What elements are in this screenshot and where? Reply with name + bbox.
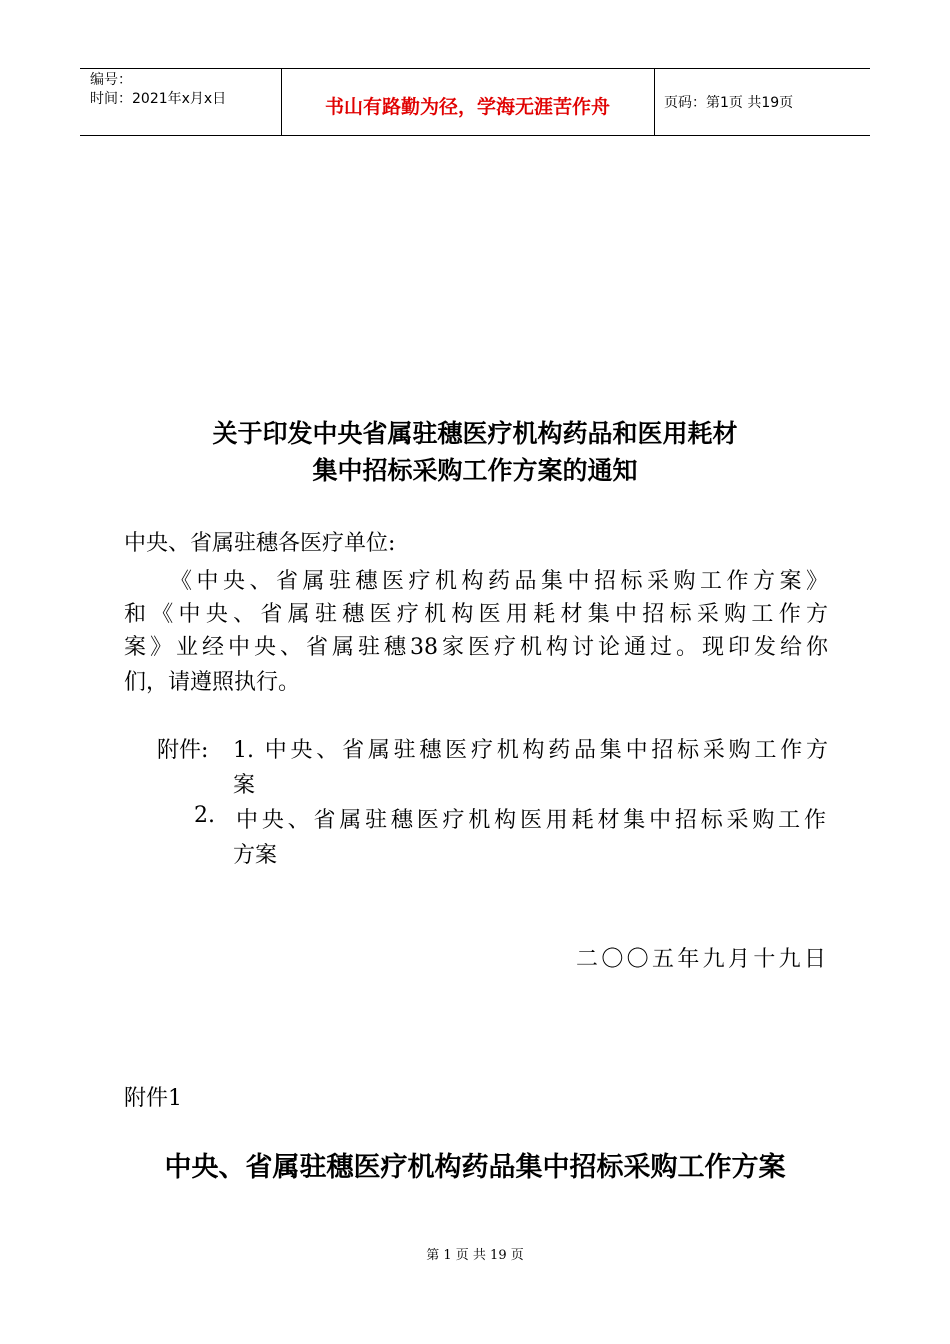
document-title-line2: 集中招标采购工作方案的通知 [312, 456, 638, 485]
attachment-item1-line1: 1. 中央、省属驻穗医疗机构药品集中招标采购工作方 [233, 738, 828, 763]
header-top-rule [80, 68, 870, 69]
salutation: 中央、省属驻穗各医疗单位: [124, 531, 396, 556]
paragraph-line2: 和《中央、省属驻穗医疗机构医用耗材集中招标采购工作方 [124, 602, 828, 627]
attachment-item1-line2: 案 [233, 773, 256, 798]
header-page-info: 页码：第1页 共19页 [664, 95, 794, 111]
paragraph-line3: 案》业经中央、省属驻穗38家医疗机构讨论通过。现印发给你 [124, 635, 828, 660]
attachments-label: 附件: [157, 738, 209, 763]
header-divider-right [654, 68, 655, 135]
page-footer: 第 1 页 共 19 页 [426, 1248, 524, 1263]
header-bottom-rule [80, 135, 870, 136]
annex-label: 附件1 [124, 1086, 182, 1111]
paragraph-line4: 们，请遵照执行。 [124, 670, 301, 695]
annex-title: 中央、省属驻穗医疗机构药品集中招标采购工作方案 [164, 1152, 786, 1183]
header-serial-label: 编号： [90, 72, 132, 88]
attachment-item2-line2: 方案 [233, 843, 278, 868]
header-date-label: 时间：2021年x月x日 [90, 91, 227, 107]
issue-date: 二〇〇五年九月十九日 [576, 947, 826, 972]
attachment-item2-line1: 中央、省属驻穗医疗机构医用耗材集中招标采购工作 [236, 808, 826, 833]
paragraph-line1: 《中央、省属驻穗医疗机构药品集中招标采购工作方案》 [170, 569, 828, 594]
attachment-item2-number: 2. [194, 803, 215, 828]
document-title-line1: 关于印发中央省属驻穗医疗机构药品和医用耗材 [212, 419, 738, 448]
header-motto: 书山有路勤为径，学海无涯苦作舟 [324, 96, 610, 118]
